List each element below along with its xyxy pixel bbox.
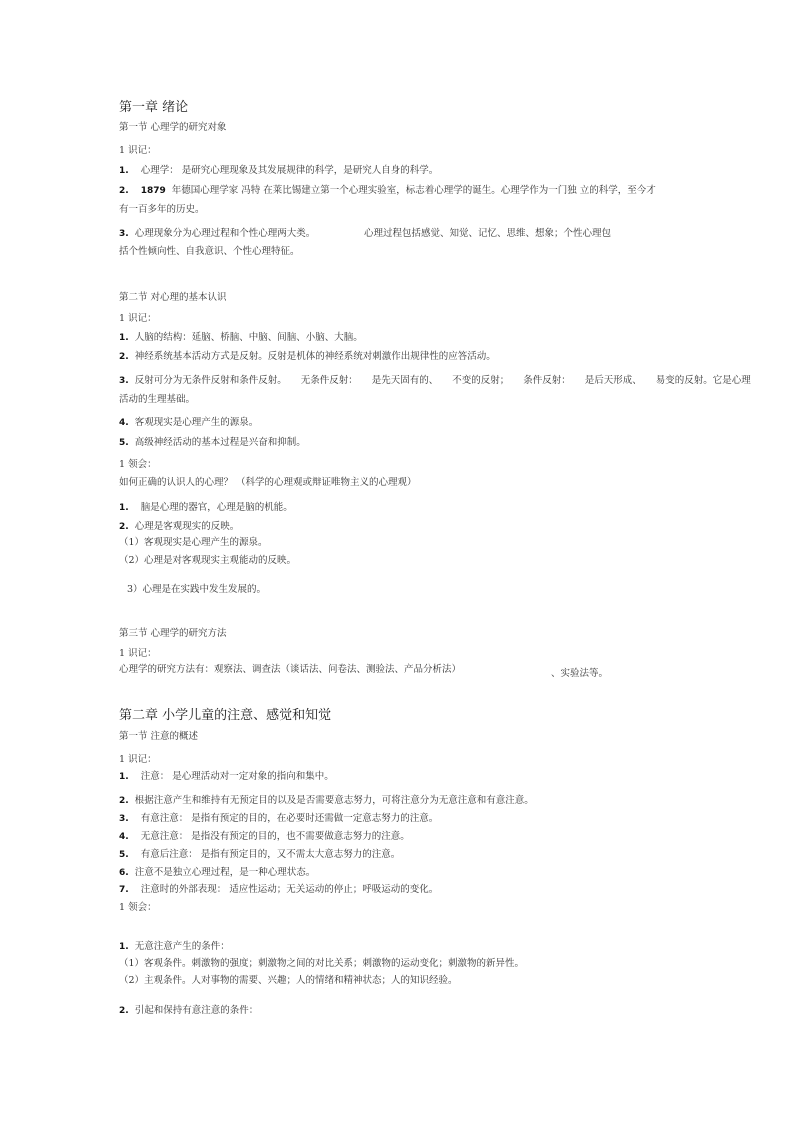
item-number: 4. (119, 832, 129, 842)
item-continuation: 括个性倾向性、自我意识、个性心理特征。 (119, 246, 300, 257)
item-number: 5. (119, 438, 129, 448)
question-line: 如何正确的认识人的心理？ （科学的心理观或辩证唯物主义的心理观） (119, 477, 417, 488)
list-item (119, 417, 258, 429)
section-2-1-title: 第一节 注意的概述 (119, 731, 199, 742)
item-text-part: 易变的反射。它是心理 (655, 375, 751, 386)
item-text: 心理是客观现实的反映。 (134, 521, 240, 532)
item-text: 有意后注意： 是指有预定目的，又不需太大意志努力的注意。 (140, 849, 401, 860)
list-item (119, 502, 293, 514)
item-text: 有意注意： 是指有预定的目的，在必要时还需做一定意志努力的注意。 (140, 813, 439, 824)
item-number: 2. (119, 522, 129, 532)
item-number: 1. (119, 503, 129, 513)
section-1-3-title: 第三节 心理学的研究方法 (119, 628, 227, 639)
item-number: 7. (119, 885, 129, 895)
item-text: 无意注意： 是指没有预定的目的，也不需要做意志努力的注意。 (140, 831, 410, 842)
sub-item: （2）心理是对客观现实主观能动的反映。 (119, 555, 297, 566)
item-continuation: 活动的生理基础。 (119, 394, 196, 405)
methods-text-tail: 、实验法等。 (551, 668, 609, 679)
item-number: 2. (119, 186, 129, 196)
sub-item: 3）心理是在实践中发生发展的。 (127, 584, 267, 595)
item-text: 心理学： 是研究心理现象及其发展规律的科学，是研究人自身的科学。 (140, 165, 439, 176)
item-text: 心理现象分为心理过程和个性心理两大类。 (134, 228, 316, 239)
section-1-1-title: 第一节 心理学的研究对象 (119, 122, 227, 133)
item-text: 年德国心理学家 冯特 在莱比锡建立第一个心理实验室，标志着心理学的诞生。心理学作为一门独 立的科学，至今才 (171, 185, 656, 196)
list-item (119, 165, 438, 177)
section-1-2-understand-label: 1 领会： (119, 459, 157, 470)
item-continuation: 有一百多年的历史。 (119, 204, 205, 215)
item-text: 注意时的外部表现： 适应性运动；无关运动的停止；呼吸运动的变化。 (140, 884, 439, 895)
item-number: 3. (119, 376, 129, 386)
item-text: 引起和保持有意注意的条件： (134, 1005, 259, 1016)
item-number: 1. (119, 333, 129, 343)
list-item (119, 795, 534, 807)
section-1-1-recall-label: 1 识记： (119, 145, 157, 156)
chapter-2-title: 第二章 小学儿童的注意、感觉和知觉 (119, 708, 332, 723)
item-text-part: 是后天形成、 (584, 375, 642, 386)
list-item (119, 813, 438, 825)
item-text: 神经系统基本活动方式是反射。反射是机体的神经系统对刺激作出规律性的应答活动。 (134, 351, 496, 362)
item-number: 1. (119, 166, 129, 176)
list-item (119, 884, 438, 896)
list-item (119, 351, 496, 363)
item-number: 2. (119, 796, 129, 806)
section-2-1-understand-label: 1 领会： (119, 902, 157, 913)
item-text: 客观现实是心理产生的源泉。 (134, 417, 259, 428)
item-number: 2. (119, 1006, 129, 1016)
list-item (119, 521, 239, 533)
item-year: 1879 (140, 186, 166, 196)
item-text: 反射可分为无条件反射和条件反射。 (134, 375, 287, 386)
item-text-part: 不变的反射； (452, 375, 510, 386)
list-item (119, 332, 363, 344)
methods-text: 心理学的研究方法有：观察法、调查法（谈话法、问卷法、测验法、产品分析法） (119, 664, 462, 675)
list-item (119, 771, 334, 783)
item-number: 3. (119, 814, 129, 824)
item-text: 注意： 是心理活动对一定对象的指向和集中。 (140, 771, 334, 782)
item-text: 无意注意产生的条件： (134, 941, 230, 952)
list-item (119, 849, 400, 861)
item-number: 1. (119, 772, 129, 782)
sub-item: （1）客观条件。刺激物的强度；刺激物之间的对比关系；刺激物的运动变化；刺激物的新异性。 (119, 958, 525, 969)
item-text: 脑是心理的器官，心理是脑的机能。 (140, 502, 293, 513)
list-item (119, 831, 410, 843)
item-number: 2. (119, 352, 129, 362)
item-number: 3. (119, 229, 129, 239)
item-text-part: 心理过程包括感觉、知觉、记忆、思维、想象；个性心理包 (364, 228, 612, 239)
item-number: 4. (119, 418, 129, 428)
sub-item: （1）客观现实是心理产生的源泉。 (119, 537, 268, 548)
section-1-2-title: 第二节 对心理的基本认识 (119, 292, 227, 303)
list-item (119, 941, 230, 953)
item-number: 5. (119, 850, 129, 860)
section-1-3-recall-label: 1 识记： (119, 648, 157, 659)
list-item (119, 375, 751, 387)
item-text: 注意不是独立心理过程，是一种心理状态。 (134, 867, 316, 878)
section-2-1-recall-label: 1 识记： (119, 754, 157, 765)
list-item (119, 867, 315, 879)
item-number: 1. (119, 942, 129, 952)
list-item (119, 437, 306, 449)
list-item (119, 1005, 258, 1017)
list-item (119, 228, 315, 240)
item-text: 根据注意产生和维持有无预定目的以及是否需要意志努力，可将注意分为无意注意和有意注意。 (134, 795, 534, 806)
item-number: 6. (119, 868, 129, 878)
item-text-part: 无条件反射： (300, 375, 358, 386)
item-text: 高级神经活动的基本过程是兴奋和抑制。 (134, 437, 306, 448)
list-item (119, 185, 656, 197)
item-text-part: 条件反射： (523, 375, 571, 386)
item-text-part: 是先天固有的、 (371, 375, 439, 386)
section-1-2-recall-label: 1 识记： (119, 313, 157, 324)
chapter-1-title: 第一章 绪论 (119, 100, 189, 115)
item-text: 人脑的结构：延脑、桥脑、中脑、间脑、小脑、大脑。 (134, 332, 363, 343)
sub-item: （2）主观条件。人对事物的需要、兴趣；人的情绪和精神状态；人的知识经验。 (119, 975, 458, 986)
